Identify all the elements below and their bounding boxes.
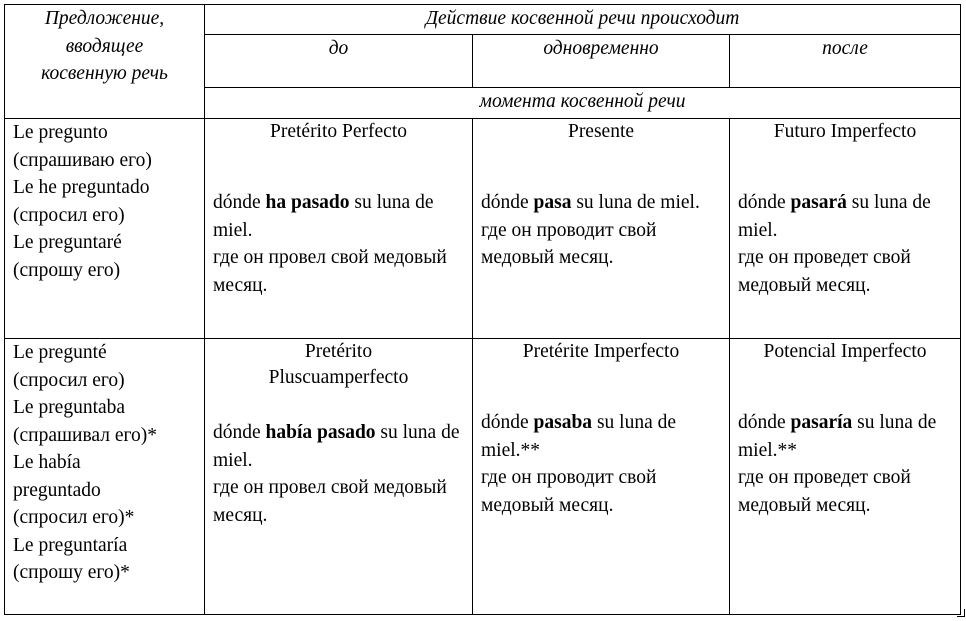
introducing-verb: Le pregunté xyxy=(13,342,107,363)
spanish-example: dónde pasaría su luna de miel.** xyxy=(738,412,937,461)
introducing-verb: Le había xyxy=(13,452,81,473)
column-header-after: после xyxy=(730,35,961,88)
introducing-verbs-cell xyxy=(5,339,205,615)
introducing-verb: Le pregunto xyxy=(13,122,108,143)
spanish-example: dónde ha pasado su luna de miel. xyxy=(213,192,434,241)
example-cell xyxy=(473,119,730,339)
tense-name: Potencial Imperfecto xyxy=(763,341,927,362)
example-cell xyxy=(473,339,730,615)
header-left-line: косвенную речь xyxy=(41,63,168,84)
column-header-simultaneous: одновременно xyxy=(473,35,730,88)
russian-translation: где он проводит свой медовый месяц. xyxy=(481,467,657,516)
introducing-verb-translation: (спрашивал его)* xyxy=(13,424,157,446)
introducing-verbs-cell xyxy=(5,119,205,339)
tense-name: Pretérito Perfecto xyxy=(270,121,407,142)
spanish-example: dónde pasa su luna de miel. xyxy=(481,192,700,213)
example-cell xyxy=(730,119,961,339)
introducing-verb-translation: (спрашиваю его) xyxy=(13,149,152,171)
russian-translation: где он проведет свой медовый месяц. xyxy=(738,247,911,296)
introducing-verb-translation: (спросил его)* xyxy=(13,507,135,528)
introducing-verb: Le preguntaría xyxy=(13,534,128,556)
resize-corner-mark xyxy=(957,609,965,617)
introducing-verb-translation: (спросил его) xyxy=(13,204,125,226)
tense-name: Futuro Imperfecto xyxy=(773,121,917,142)
introducing-verb-translation: (спрошу его) xyxy=(13,259,121,281)
example-cell xyxy=(730,339,961,615)
tense-name: Pretérito Pluscuamperfecto xyxy=(268,341,409,388)
indirect-speech-table xyxy=(4,4,961,615)
introducing-verb: Le he preguntado xyxy=(13,177,150,198)
header-row-1 xyxy=(5,5,961,35)
spanish-example: dónde pasaba su luna de miel.** xyxy=(481,412,677,461)
example-cell xyxy=(205,339,473,615)
russian-translation: где он проведет свой медовый месяц. xyxy=(738,467,911,516)
table-row xyxy=(5,119,961,339)
tense-name: Pretérite Imperfecto xyxy=(522,341,680,362)
header-left-line: вводящее xyxy=(65,35,144,57)
header-introducing-clause xyxy=(5,5,205,119)
spanish-example: dónde pasará su luna de miel. xyxy=(738,192,931,241)
header-moment: момента косвенной речи xyxy=(205,88,961,119)
table-row xyxy=(5,339,961,615)
introducing-verb-translation: (спросил его) xyxy=(13,369,125,391)
introducing-verb: Le preguntaba xyxy=(13,397,126,418)
example-cell xyxy=(205,119,473,339)
header-action-title: Действие косвенной речи происходит xyxy=(205,5,961,35)
header-left-line: Предложение, xyxy=(44,8,165,29)
column-header-before: до xyxy=(205,35,473,88)
russian-translation: где он проводит свой медовый месяц. xyxy=(481,219,657,268)
spanish-example: dónde había pasado su luna de miel. xyxy=(213,422,460,471)
russian-translation: где он провел свой медовый месяц. xyxy=(213,477,447,526)
introducing-verb-translation: (спрошу его)* xyxy=(13,562,130,583)
introducing-verb: preguntado xyxy=(13,479,101,501)
russian-translation: где он провел свой медовый месяц. xyxy=(213,247,447,296)
introducing-verb: Le preguntaré xyxy=(13,232,122,253)
tense-name: Presente xyxy=(567,121,635,142)
